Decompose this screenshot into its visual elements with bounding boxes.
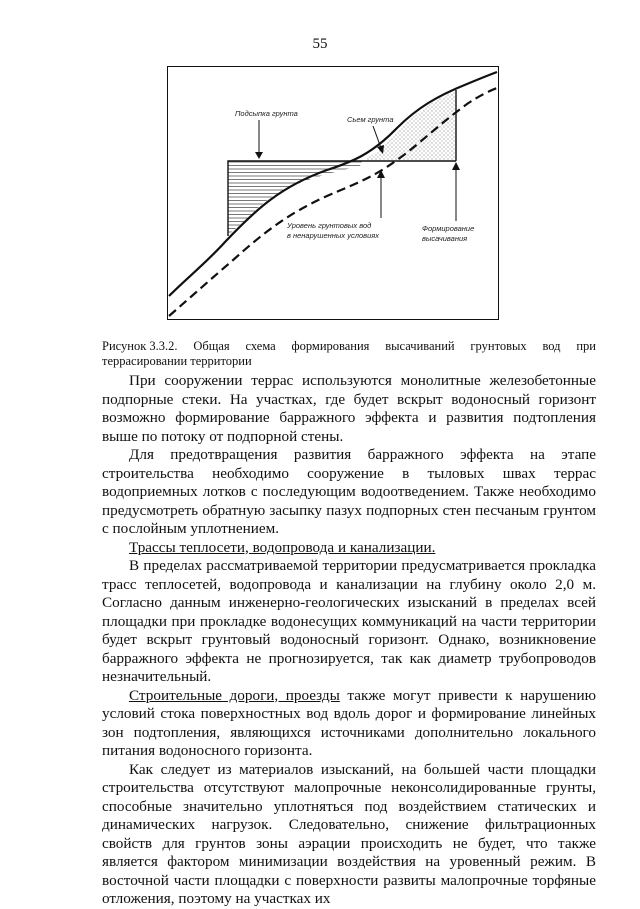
paragraph-roads (102, 687, 596, 761)
label-fill: Подсыпка грунта (235, 109, 298, 118)
caption-line-2: террасировании территории (102, 354, 252, 368)
roads-underlined: Строительные дороги, проезды (129, 686, 340, 704)
label-water-level-2: в ненарушенных условиях (287, 231, 380, 240)
cut-area-dots (362, 90, 456, 161)
body-text (102, 372, 596, 909)
arrow-fill-head (255, 152, 263, 159)
caption-label: Рисунок 3.3.2. (102, 339, 178, 353)
figure-terrace-scheme (167, 66, 499, 320)
heading-utilities: Трассы теплосети, водопровода и канализации. (129, 538, 436, 556)
roads-text: также могут привести к нарушению условий стока поверхностных вод вдоль дорог и формирование линейных зон подтопления, являющихся источниками дополнительно локального питания водоносного горизонта. (102, 686, 596, 759)
caption-word: формирования (291, 339, 370, 353)
caption-word: вод (542, 339, 561, 353)
label-cut: Сьем грунта (347, 115, 394, 124)
caption-line-1 (102, 339, 596, 354)
caption-word: схема (245, 339, 276, 353)
caption-word: высачиваний (385, 339, 455, 353)
figure-caption (102, 339, 596, 369)
arrow-seepage-head (452, 162, 460, 170)
paragraph-retaining-walls: При сооружении террас используются монолитные железобетонные подпорные стеки. На участках, где будет вскрыт водоносный горизонт возможно формирование барражного эффекта и развития подтопления выше по потоку от подпорной стены. (102, 372, 596, 445)
label-seepage-1: Формирование (422, 224, 475, 233)
paragraph-utilities: В пределах рассматриваемой территории предусматривается прокладка трасс теплосетей, водопровода и канализации на глубину около 2,0 м. Согласно данным инженерно-геологических изысканий в пределах всей площадки при прокладке водонесущих коммуникаций на части территории будет вскрыт грунтовый водоносный горизонт. Однако, возникновение барражного эффекта не прогнозируется, так как диаметр трубопроводов незначительный. (102, 557, 596, 685)
terrace-diagram (167, 66, 499, 320)
section-heading (102, 539, 596, 558)
page-number: 55 (312, 36, 328, 52)
label-seepage-2: высачивания (422, 234, 468, 243)
caption-word: грунтовых (470, 339, 527, 353)
caption-word: Общая (193, 339, 230, 353)
paragraph-barrage-prevention: Для предотвращения развития барражного эффекта на этапе строительства необходимо сооружение в тыловых швах террас водоприемных лотков с последующим водоотведением. Также необходимо предусмотреть обратную засыпку пазух подпорных стен песчаным грунтом с послойным уплотнением. (102, 446, 596, 537)
label-water-level-1: Уровень грунтовых вод (287, 221, 372, 230)
paragraph-soils: Как следует из материалов изысканий, на большей части площадки строительства отсутствуют малопрочные неконсолидированные грунты, способные значительно уплотняться под воздействием статических и динамических нагрузок. Следовательно, снижение фильтрационных свойств для грунтов зоны аэрации происходить не будет, что также является фактором минимизации воздействия на уровенный режим. В восточной части площадки с поверхности развиты малопрочные торфяные отложения, поэтому на участках их (102, 760, 596, 907)
caption-word: при (576, 339, 596, 353)
